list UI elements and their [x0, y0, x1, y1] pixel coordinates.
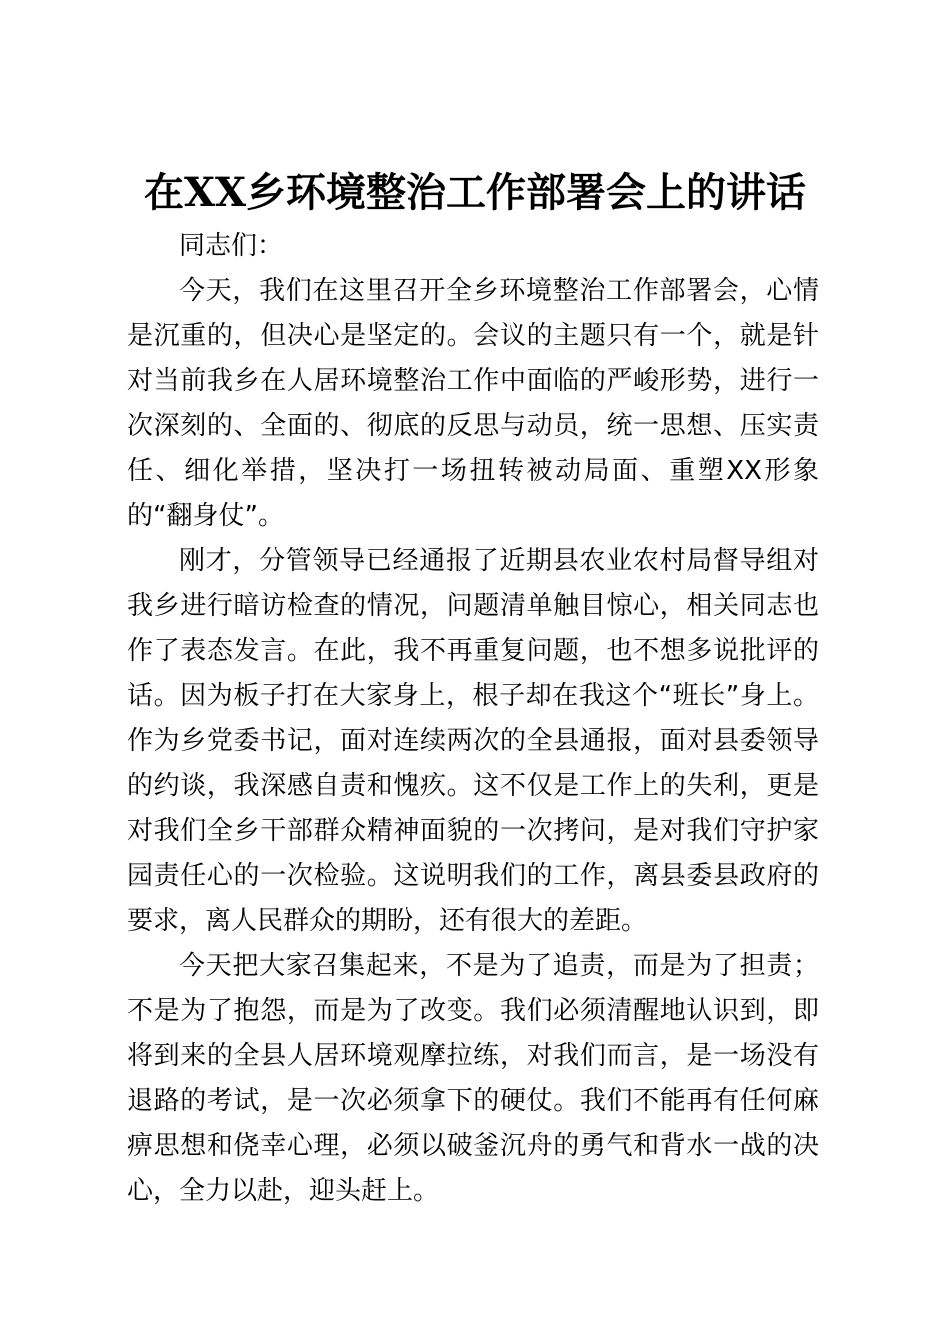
document-title: 在XX乡环境整治工作部署会上的讲话: [143, 169, 807, 216]
paragraph-2: 刚才，分管领导已经通报了近期县农业农村局督导组对我乡进行暗访检查的情况，问题清单触目惊心，相关同志也作了表态发言。在此，我不再重复问题，也不想多说批评的话。因为板子打在大家身上，根子却在我这个“班长”身上。作为乡党委书记，面对连续两次的全县通报，面对县委领导的约谈，我深感自责和愧疚。这不仅是工作上的失利，更是对我们全乡干部群众精神面貌的一次拷问，是对我们守护家园责任心的一次检验。这说明我们的工作，离县委县政府的要求，离人民群众的期盼，还有很大的差距。: [127, 546, 819, 936]
salutation: 同志们：: [179, 231, 284, 261]
paragraph-3: 今天把大家召集起来，不是为了追责，而是为了担责；不是为了抱怨，而是为了改变。我们必须清醒地认识到，即将到来的全县人居环境观摩拉练，对我们而言，是一场没有退路的考试，是一次必须拿下的硬仗。我们不能再有任何麻痹思想和侥幸心理，必须以破釜沉舟的勇气和背水一战的决心，全力以赴，迎头赶上。: [127, 951, 819, 1206]
paragraph-1: 今天，我们在这里召开全乡环境整治工作部署会，心情是沉重的，但决心是坚定的。会议的主题只有一个，就是针对当前我乡在人居环境整治工作中面临的严峻形势，进行一次深刻的、全面的、彻底的反思与动员，统一思想、压实责任、细化举措，坚决打一场扭转被动局面、重塑XX形象的“翻身仗”。: [127, 276, 819, 531]
document-body: [127, 224, 819, 1214]
